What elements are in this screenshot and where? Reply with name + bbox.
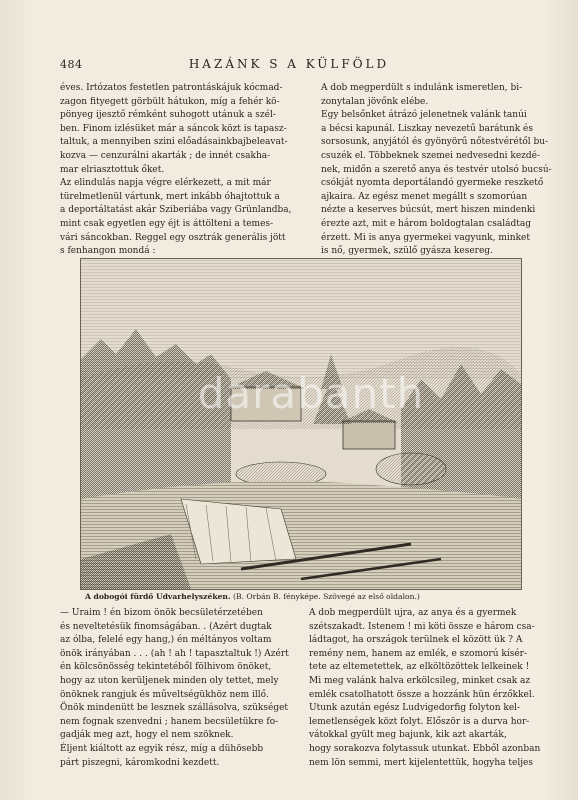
text-line: ládtagot, ha országok terülnek el között ük ? A [309, 635, 523, 646]
page-number: 484 [60, 58, 83, 71]
text-line: csókját nyomta deportálandó gyermeke reszkető [321, 178, 544, 189]
text-line: mar elriasztottuk őket. [60, 164, 165, 175]
text-line: éves. Irtózatos festetlen patrontáskájuk kócmad- [60, 83, 283, 93]
text-line: a deportáltatást akár Sziberiába vagy Grünlandba, [60, 205, 292, 216]
text-line: — Uraim ! én bizom önök becsületérzetében [60, 608, 263, 618]
text-line: érzett. Mi is anya gyermekei vagyunk, minket [321, 232, 530, 243]
text-line: nem lön semmi, mert kijelentettük, hogyha teljes [309, 757, 533, 768]
text-line: s fenhangon mondá : [60, 246, 156, 257]
text-line: párt piszegni, káromkodni kezdett. [60, 757, 220, 768]
watermark-text: darabanth [197, 369, 425, 418]
text-line: Az elindulás napja végre elérkezett, a mit már [60, 178, 271, 189]
text-line: mint csak egyetlen egy éjt is áttölteni a temes- [60, 218, 274, 229]
text-line: ajkaira. Az egész menet megállt s szomorúan [321, 191, 528, 202]
text-column-left-top [60, 82, 308, 259]
text-column-right-bottom [309, 607, 541, 770]
text-line: önöknek rangjuk és műveltségükhöz nem illő. [60, 689, 269, 700]
page-header [60, 58, 518, 76]
text-line: önök irányában . . . (ah ! ah ! tapasztaltuk !) Azért [60, 648, 289, 659]
text-line: Éljent kiáltott az egyik rész, míg a dühösebb [60, 743, 264, 754]
text-column-left-bottom [60, 607, 310, 770]
text-line: vátokkal gyült meg bajunk, kik azt akarták, [309, 730, 507, 741]
text-line: Önök mindenütt be lesznek szállásolva, szükséget [60, 703, 289, 714]
text-line: sorsosunk, anyjától és gyönyörű nőtestvérétől bu- [321, 137, 549, 148]
text-line: pönyeg ijesztő rémként suhogott utánuk a szél- [60, 110, 276, 121]
text-line: az ólba, felelé egy hang,) én méltányos voltam [60, 635, 272, 646]
text-line: én kölcsönösség tekintetéből fölhivom önöket, [60, 662, 272, 673]
text-line: gadják meg azt, hogy el nem szöknek. [60, 730, 234, 741]
text-line: vári sáncokban. Reggel egy osztrák generális jött [60, 232, 286, 243]
caption-credit: (B. Orbán B. fényképe. Szövegé az első oldalon.) [233, 592, 420, 601]
text-line: szétszakadt. Istenem ! mi köti össze e három csa- [309, 621, 535, 632]
engraving-illustration [80, 258, 522, 590]
running-head: HAZÁNK S A KÜLFÖLD [188, 57, 390, 71]
text-line: A dob megperdült ujra, az anya és a gyermek [309, 608, 517, 618]
text-line: érezte azt, mit e három boldogtalan családtag [321, 218, 531, 229]
text-line: a bécsi kapunál. Liszkay nevezetű barátunk és [321, 123, 533, 134]
text-line: zonytalan jövőnk elébe. [321, 96, 429, 107]
text-line: Utunk azután egész Ludvigedorfig folyton kel- [309, 703, 521, 714]
text-line: tete az eltemetettek, az elköltözöttek lelkeinek ! [309, 662, 530, 673]
text-line: zagon fityegett görbült hátukon, míg a fehér kö- [60, 96, 280, 107]
text-line: kozva — cenzurálni akarták ; de innét csakha- [60, 150, 271, 161]
text-line: és neveltetésük finomságában. . (Azért dugtak [60, 621, 272, 632]
caption-title: A dobogói fürdő Udvarhelyszéken. [85, 592, 231, 601]
text-line: lemetlenségek közt folyt. Először is a durva hor- [309, 716, 530, 727]
text-column-right-top [321, 82, 552, 259]
text-line: emlék csatolhatott össze a hozzánk hün érzőkkel. [309, 689, 535, 700]
illustration-caption [85, 592, 515, 601]
text-line: nem fognak szenvedni ; hanem becsületükre fo- [60, 716, 279, 727]
text-line: hogy az uton kerüljenek minden oly tettet, mely [60, 675, 279, 686]
text-line: taltuk, a mennyiben szini előadásainkbajbeleavat- [60, 137, 288, 148]
text-line: csuzék el. Többeknek szemei nedvesedni kezdé- [321, 150, 541, 161]
text-line: türelmetlenül vártunk, mert inkább óhajtottuk a [60, 191, 280, 202]
text-line: A dob megperdült s indulánk ismeretlen, bi- [321, 83, 523, 93]
text-line: nek, midőn a szerető anya és testvér utolsó bucsú- [321, 164, 552, 175]
text-line: is nő, gyermek, szülő gyásza kesereg. [321, 246, 493, 257]
text-line: remény nem, hanem az emlék, e szomorú kísér- [309, 648, 527, 659]
river-landscape-engraving [81, 259, 521, 589]
text-line: hogy sorakozva folytassuk utunkat. Ebből azonban [309, 743, 541, 754]
text-line: Egy belsőnket átrázó jelenetnek valánk tanúi [321, 110, 527, 121]
text-line: Mi meg valánk halva erkölcsileg, minket csak az [309, 675, 531, 686]
text-line: nézte a keserves búcsút, mert hiszen mindenki [321, 205, 536, 216]
text-line: ben. Finom izlésüket már a sáncok közt is tapasz- [60, 123, 287, 134]
